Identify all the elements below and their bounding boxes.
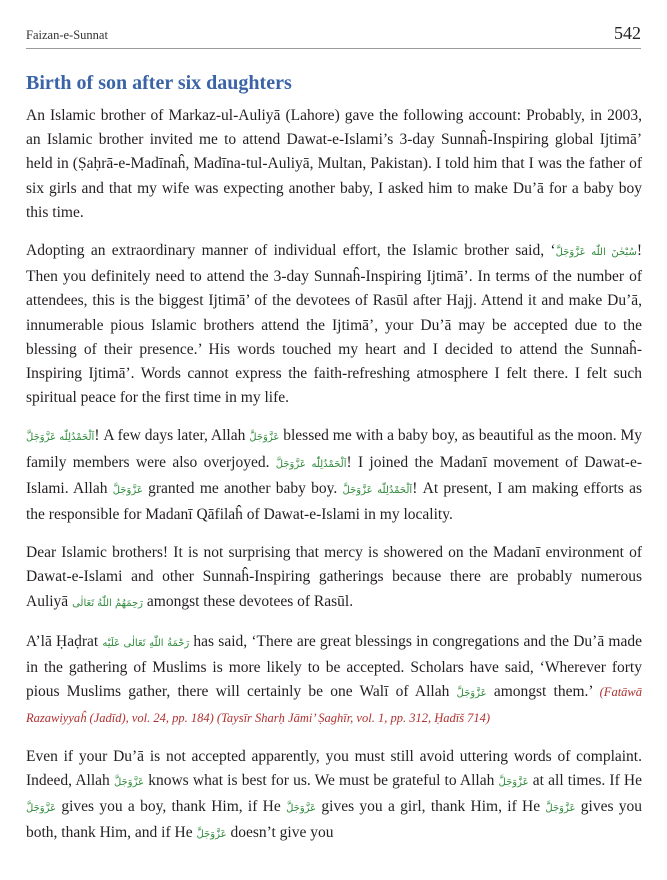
text-run: ! I joined the Madanī movement of Dawat-e-Islami. Allah (26, 453, 642, 497)
paragraph-2 (26, 239, 642, 410)
arabic-honorific: سُبْحٰنَ اللّٰه عَزَّوَجَلَّ (555, 247, 637, 259)
arabic-honorific: عَزَّوَجَلَّ (196, 829, 227, 841)
text-run: amongst them.’ (486, 683, 600, 701)
text-run: gives you a girl, thank Him, if He (316, 798, 546, 816)
text-run: Even if your Du’ā is not accepted apparently, you must still avoid uttering words of complaint. Indeed, Allah (26, 747, 642, 789)
text-run: gives you a boy, thank Him, if He (56, 798, 287, 816)
arabic-honorific: عَزَّوَجَلَّ (112, 484, 143, 496)
text-run: ! A few days later, Allah (94, 427, 250, 445)
arabic-honorific: رَحِمَهُمُ اللّٰهُ تَعَالٰی (72, 597, 144, 609)
text-run: has said, ‘There are great blessings in congregations and the Du’ā made in the gathering of Muslims is more likely to be accepted. Scholars have said, ‘Wherever forty pious Muslims gather, there will certainly be one Walī of Allah (26, 632, 642, 701)
text-run: knows what is best for us. We must be grateful to Allah (144, 771, 499, 789)
page-number: 542 (614, 23, 641, 43)
text-run: gives you both, thank Him, and if He (26, 798, 643, 842)
arabic-honorific: رَحْمَةُ اللّٰهِ تَعَالٰی عَلَيْه (102, 637, 190, 649)
text-run: blessed me with a baby boy, as beautiful as the moon. My family members were also overjoyed. (26, 427, 643, 471)
text-run: doesn’t give you (226, 824, 334, 842)
arabic-honorific: عَزَّوَجَلَّ (249, 432, 280, 444)
arabic-honorific: عَزَّوَجَلَّ (286, 803, 317, 815)
arabic-honorific: عَزَّوَجَلَّ (498, 776, 529, 788)
paragraph-3 (26, 424, 642, 527)
arabic-honorific: عَزَّوَجَلَّ (545, 803, 576, 815)
running-header (26, 18, 641, 49)
page-content (26, 68, 642, 861)
paragraph-5 (26, 630, 642, 731)
paragraph-1: An Islamic brother of Markaz-ul-Auliyā (Lahore) gave the following account: Probably, in 2003, an Islamic brother invited me to attend Dawat-e-Islami’s 3-day Sunnaĥ-Inspiring global Ijtimā’ held in (Ṣaḥrā-e-Madīnaĥ, Madīna-tul-Auliyā, Multan, Pakistan). I told him that I was the father of six girls and that my wife was expecting another baby, I asked him to make Du’ā for a baby boy this time. (26, 107, 642, 221)
arabic-honorific: عَزَّوَجَلَّ (456, 688, 487, 700)
text-run: granted me another baby boy. (142, 479, 343, 497)
arabic-honorific: اَلْحَمْدُلِلّٰه عَزَّوَجَلَّ (342, 484, 413, 496)
arabic-honorific: اَلْحَمْدُلِلّٰه عَزَّوَجَلَّ (275, 458, 347, 470)
text-run: ! Then you definitely need to attend the 3-day Sunnaĥ-Inspiring Ijtimā’. In terms of the number of attendees, this is the biggest Ijtimā’ of the devotees of Rasūl after Hajj. Attend it and make Du’ā, innumerable pious Islamic brothers attend the Ijtimā’, your Du’ā may be accepted due to the blessing of their presence.’ His words touched my heart and I decided to attend the Sunnaĥ-Inspiring Ijtimā’. Words cannot express the faith-refreshing atmosphere I felt there. I felt such spiritual peace for the first time in my life. (26, 242, 642, 407)
text-run: at all times. If He (528, 771, 642, 789)
arabic-honorific: اَلْحَمْدُلِلّٰه عَزَّوَجَلَّ (26, 432, 95, 444)
text-run: amongst these devotees of Rasūl. (143, 592, 354, 610)
text-run: ! At present, I am making efforts as the responsible for Madanī Qāfilaĥ of Dawat-e-Islami in my locality. (26, 479, 643, 524)
arabic-honorific: عَزَّوَجَلَّ (26, 803, 57, 815)
text-run: Dear Islamic brothers! It is not surprising that mercy is showered on the Madanī environment of Dawat-e-Islami and other Sunnaĥ-Inspiring gatherings because there are probably numerous Auliyā (26, 544, 642, 610)
section-title: Birth of son after six daughters (26, 72, 292, 94)
arabic-honorific: عَزَّوَجَلَّ (113, 776, 145, 788)
book-title: Faizan-e-Sunnat (26, 28, 108, 42)
paragraph-4 (26, 541, 642, 616)
text-run: A’lā Ḥaḍrat (26, 632, 103, 650)
text-run: Adopting an extraordinary manner of individual effort, the Islamic brother said, ‘ (26, 242, 556, 260)
paragraph-6 (26, 745, 642, 848)
citation: (Fatāwā Razawiyyaĥ (Jadīd), vol. 24, pp. 184) (Taysīr Sharḥ Jāmi’ Ṣaghīr, vol. 1, pp. 312, Ḥadīš 714) (26, 685, 642, 726)
